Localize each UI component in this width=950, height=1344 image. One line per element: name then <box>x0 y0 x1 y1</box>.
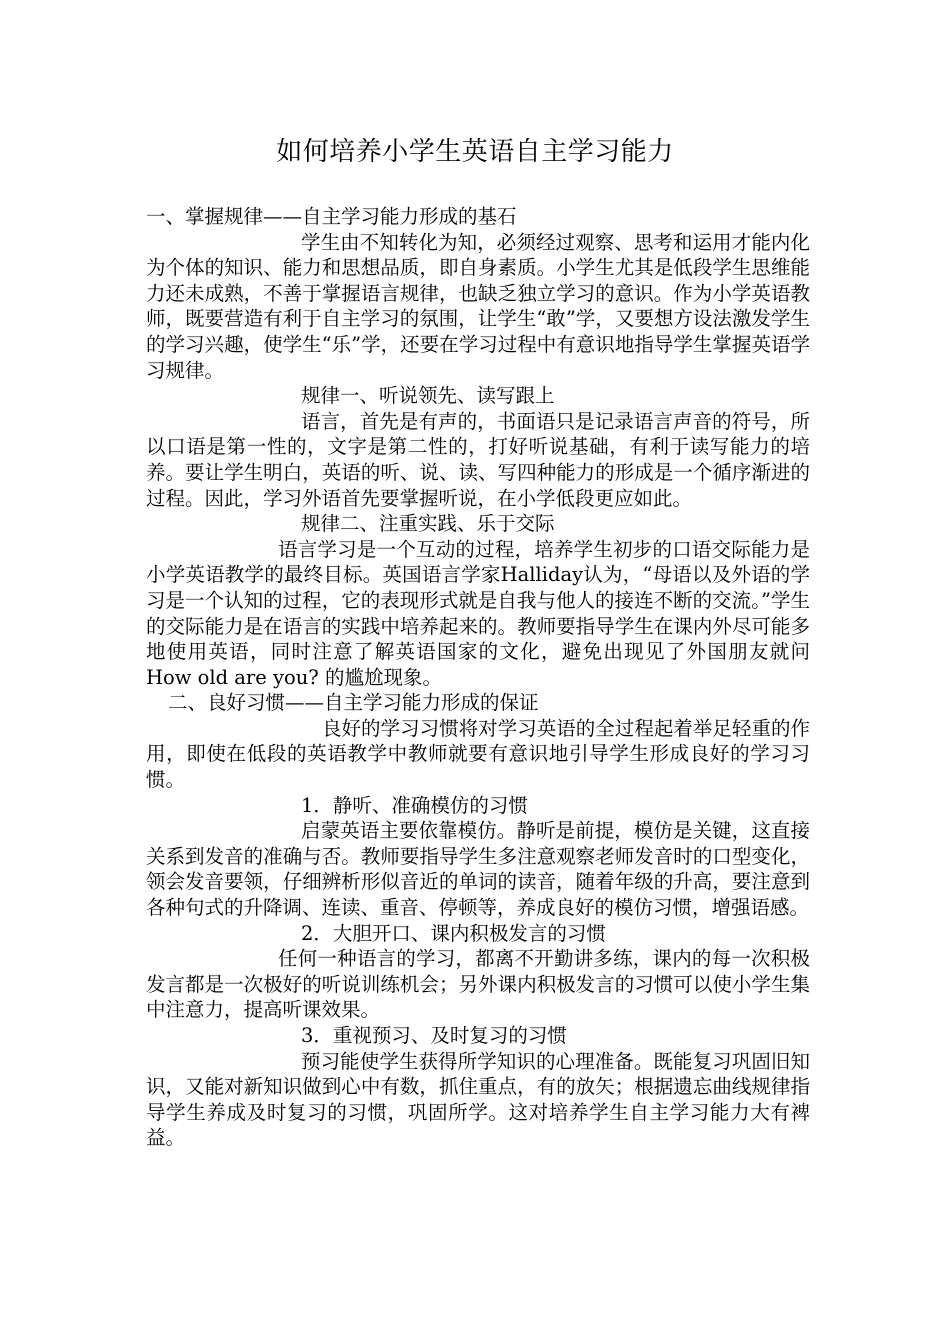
paragraph: 任何一种语言的学习，都离不开勤讲多练，课内的每一次积极发言都是一次极好的听说训练机会；另外课内积极发言的习惯可以使小学生集中注意力，提高听课效果。 <box>146 947 810 1022</box>
subheading-habit-1: 1．静听、准确模仿的习惯 <box>301 793 528 817</box>
paragraph: 预习能使学生获得所学知识的心理准备。既能复习巩固旧知识，又能对新知识做到心中有数，抓住重点，有的放矢；根据遗忘曲线规律指导学生养成及时复习的习惯，巩固所学。这对培养学生自主学习能力大有裨益。 <box>146 1049 810 1150</box>
subheading-habit-2: 2．大胆开口、课内积极发言的习惯 <box>301 921 606 945</box>
section-heading-1: 一、掌握规律——自主学习能力形成的基石 <box>146 205 517 228</box>
section-heading-2: 二、良好习惯——自主学习能力形成的保证 <box>168 691 539 715</box>
subheading-rule-1: 规律一、听说领先、读写跟上 <box>301 384 555 408</box>
paragraph: 启蒙英语主要依靠模仿。静听是前提，模仿是关键，这直接关系到发音的准确与否。教师要指导学生多注意观察老师发音时的口型变化，领会发音要领，仔细辨析形似音近的单词的读音，随着年级的升高，要注意到各种句式的升降调、连读、重音、停顿等，养成良好的模仿习惯，增强语感。 <box>146 819 810 920</box>
paragraph: 学生由不知转化为知，必须经过观察、思考和运用才能内化为个体的知识、能力和思想品质，即自身素质。小学生尤其是低段学生思维能力还未成熟，不善于掌握语言规律，也缺乏独立学习的意识。作为小学英语教师，既要营造有利于自主学习的氛围，让学生“敢”学，又要想方设法激发学生的学习兴趣，使学生“乐”学，还要在学习过程中有意识地指导学生掌握英语学习规律。 <box>146 230 810 382</box>
document-title: 如何培养小学生英语自主学习能力 <box>276 137 674 167</box>
paragraph: 良好的学习习惯将对学习英语的全过程起着举足轻重的作用，即使在低段的英语教学中教师就要有意识地引导学生形成良好的学习习惯。 <box>146 716 810 792</box>
subheading-rule-2: 规律二、注重实践、乐于交际 <box>301 512 555 536</box>
document-body <box>146 204 810 1151</box>
subheading-habit-3: 3．重视预习、及时复习的习惯 <box>301 1024 567 1047</box>
paragraph: 语言学习是一个互动的过程，培养学生初步的口语交际能力是小学英语教学的最终目标。英国语言学家Halliday认为，“母语以及外语的学习是一个认知的过程，它的表现形式就是自我与他人的接连不断的交流。”学生的交际能力是在语言的实践中培养起来的。教师要指导学生在课内外尽可能多地使用英语，同时注意了解英语国家的文化，避免出现见了外国朋友就问How old are you? 的尴尬现象。 <box>146 537 810 689</box>
paragraph: 语言，首先是有声的，书面语只是记录语言声音的符号，所以口语是第一性的，文字是第二性的，打好听说基础，有利于读写能力的培养。要让学生明白，英语的听、说、读、写四种能力的形成是一个循序渐进的过程。因此，学习外语首先要掌握听说，在小学低段更应如此。 <box>146 409 810 510</box>
